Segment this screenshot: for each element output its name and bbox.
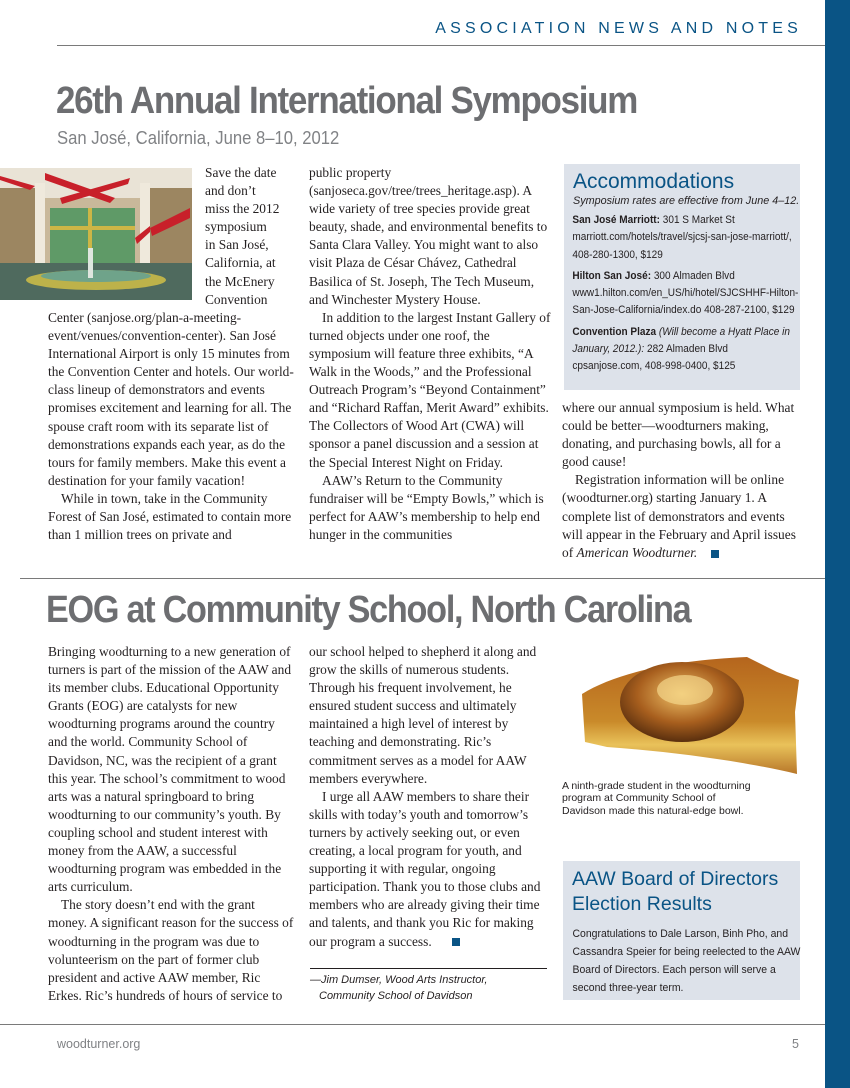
article1-intro-wrap [205,164,295,309]
intro-line: and don’t [205,183,256,199]
article1-col1-paragraph-1: Center (sanjose.org/plan-a-meeting-event/venues/convention-center). San José International Airport is only 15 minutes from the Convention Center and hotels. Our world-class lineup of demonstrators and events promises excitement and learning for all. The spouse craft room with its separate list of demonstrations expands each year, as do the tours for family members. Make this event a destination for your family vacation! [48,310,294,488]
intro-line: symposium [205,219,267,235]
natural-edge-bowl-photo [577,652,802,777]
article1-column-1 [48,309,294,544]
board-title-line: AAW Board of Directors [572,868,779,890]
intro-line: the McEnery [205,273,275,289]
signature-rule [310,968,547,969]
section-header: ASSOCIATION NEWS AND NOTES [435,20,802,37]
natural-edge-bowl-photo-icon [577,652,802,777]
hotel-name: San José Marriott: [572,214,660,226]
article1-col2-paragraph-2: In addition to the largest Instant Gallery of turned objects under one roof, the symposium will feature three exhibits, “A Walk in the Woods,” and the Professional Outreach Program’s “Beyond Containment” and “Richard Raffan, Merit Award” exhibits. The Collectors of Wood Art (CWA) will sponsor a panel discussion and a session at the Special Interest Night on Friday. [309,309,551,470]
article1-col2-paragraph-1: public property (sanjoseca.gov/tree/trees_heritage.asp). A wide variety of tree species provide great beauty, shade, and environmental benefits to Santa Clara Valley. You might want to also visit Plaza de César Chávez, Cathedral Basilica of St. Joseph, The Tech Museum, and Winchester Mystery House. [309,165,548,307]
article2-col2-paragraph-1: our school helped to shepherd it along and grow the skills of numerous students. Through his frequent involvement, he ensured student success and ultimately maintained a high level of interest by teaching and demonstrating. Ric’s commitment serves as a model for AAW members everywhere. [309,644,537,786]
article1-col1-paragraph-2: While in town, take in the Community Forest of San José, estimated to contain more than 1 million trees on private and [48,490,292,543]
signature-affiliation: Community School of Davidson [319,990,473,1002]
bowl-photo-caption: A ninth-grade student in the woodturning program at Community School of Davidson made this natural-edge bowl. [562,780,751,817]
intro-line: Save the date [205,165,277,180]
board-title-line: Election Results [572,893,712,915]
intro-line: Convention [205,291,268,307]
hotel-details: www1.hilton.com/en_US/hi/hotel/SJCSHHF-Hilton-San-Jose-California/index.do 408-287-2100, $129 [572,287,799,317]
intro-line: California, at [205,255,276,271]
article-subtitle-symposium: San José, California, June 8–10, 2012 [57,127,340,148]
convention-center-photo [0,168,192,300]
convention-center-photo-icon [0,168,192,300]
article1-column-3 [562,399,807,562]
page-edge-color-bar [825,0,850,1088]
hotel-entry [564,264,812,320]
footer-website: woodturner.org [57,1037,141,1051]
article1-col3-paragraph-2-text: Registration information will be online (woodturner.org) starting January 1. A complete list of demonstrators and events will appear in the February and April issues of [562,472,796,560]
hotel-note: (Will become a Hyatt Place in January, 2012.): [572,325,790,356]
section-divider-rule [20,578,825,579]
magazine-name: American Woodturner. [576,544,698,560]
hotel-details: cpsanjose.com, 408-998-0400, $125 [572,360,736,373]
intro-line: in San José, [205,237,269,253]
accommodations-title: Accommodations [573,170,735,193]
article-title-symposium: 26th Annual International Symposium [56,80,638,122]
hotel-address: 282 Almaden Blvd [646,343,728,356]
article1-column-2 [309,164,551,544]
article2-col2-paragraph-2 [309,788,551,951]
intro-line: miss the 2012 [205,201,280,217]
hotel-name: Hilton San José: [572,269,652,282]
article2-column-1 [48,643,294,1005]
hotel-entry [564,320,812,376]
article2-column-2 [309,643,551,951]
article2-col1-paragraph-1: Bringing woodturning to a new generation of turners is part of the mission of the AAW and its member clubs. Educational Opportunity Grants (EOG) are catalysts for new woodturning programs around the country and the world. Community School of Davidson, NC, was the recipient of a grant this year. The school’s commitment to wood arts was a natural springboard to bring woodturning to our community’s youth. By coupling school and student interest with money from the AAW, a successful woodturning program was embedded in the arts curriculum. [48,644,292,895]
hotel-name: Convention Plaza [572,325,657,338]
accommodations-note: Symposium rates are effective from June 4–12. [573,195,800,207]
hotel-details: marriott.com/hotels/travel/sjcsj-san-jose-marriott/, 408-280-1300, $129 [572,231,792,261]
article1-col3-paragraph-2 [562,471,807,561]
end-of-article-mark-icon [452,938,460,946]
board-election-title [563,861,800,917]
hotel-entry [564,208,812,264]
article1-col3-paragraph-1: where our annual symposium is held. What could be better—woodturners making, donating, and purchasing bowls, all for a good cause! [562,400,795,470]
article1-col2-paragraph-3: AAW’s Return to the Community fundraiser will be “Empty Bowls,” which is perfect for AAW’s membership to help end hunger in the communities [309,472,544,542]
footer-rule [0,1024,825,1025]
article2-col2-paragraph-2-text: I urge all AAW members to share their skills with today’s youth and tomorrow’s turners by actively seeking out, or even creating, a local program for youth, and supporting it with regular, ongoing participation. Thank you to those clubs and members who are already giving their time and talents, and thank you Ric for making our program a success. [309,788,541,949]
article2-col1-paragraph-2: The story doesn’t end with the grant money. A significant reason for the success of woodturning in the program was due to volunteerism on the part of former club president and active AAW member, Ric Erkes. Ric’s hundreds of hours of service to [48,897,294,1003]
hotel-address: 301 S Market St [662,214,735,226]
end-of-article-mark-icon [711,550,719,558]
article-title-eog: EOG at Community School, North Carolina [46,589,691,631]
page-number: 5 [792,1037,799,1051]
board-election-sidebar [563,861,800,1000]
accommodations-sidebar [564,164,800,390]
board-election-body: Congratulations to Dale Larson, Binh Pho, and Cassandra Speier for being reelected to the AAW Board of Directors. Each person will serve a second three-year term. [572,928,801,994]
article2-signature [310,972,487,1004]
hotel-address: 300 Almaden Blvd [653,269,735,282]
signature-name: —Jim Dumser, Wood Arts Instructor, [310,974,488,986]
header-rule [57,45,825,46]
